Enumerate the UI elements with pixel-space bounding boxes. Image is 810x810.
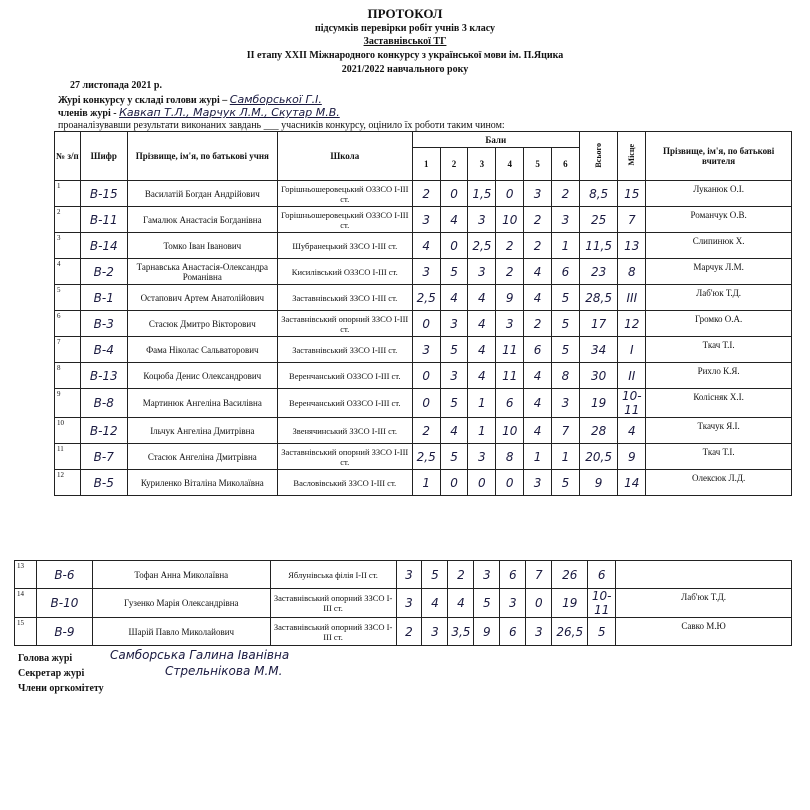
task-score-5: 2 xyxy=(524,233,552,259)
org-committee-label: Члени оргкомітету xyxy=(18,683,104,694)
header-num: № з/п xyxy=(55,132,81,181)
task-score-6: 2 xyxy=(551,181,579,207)
jury-line xyxy=(58,93,322,106)
task-score-1: 0 xyxy=(412,311,440,337)
table-row xyxy=(55,181,792,207)
header-points: Бали xyxy=(412,132,579,148)
cipher-cell: В-12 xyxy=(80,418,127,444)
header-task-2: 2 xyxy=(440,148,468,181)
task-score-5: 4 xyxy=(524,285,552,311)
task-score-2: 0 xyxy=(440,233,468,259)
header-place: Місце xyxy=(627,144,637,166)
task-score-6: 5 xyxy=(551,311,579,337)
task-score-6: 5 xyxy=(551,470,579,496)
total-score: 34 xyxy=(579,337,618,363)
header-school: Школа xyxy=(277,132,412,181)
table-row xyxy=(55,233,792,259)
place-cell: ІІ xyxy=(618,363,646,389)
task-score-6: 5 xyxy=(551,285,579,311)
place-cell: 6 xyxy=(588,561,616,589)
row-number: 6 xyxy=(55,311,81,337)
task-score-4: 11 xyxy=(496,337,524,363)
place-cell: 12 xyxy=(618,311,646,337)
task-score-2: 3 xyxy=(440,363,468,389)
task-score-6: 3 xyxy=(526,618,552,646)
members-names: Кавкап Т.Л., Марчук Л.М., Скутар М.В. xyxy=(119,106,340,119)
total-score: 30 xyxy=(579,363,618,389)
task-score-6: 1 xyxy=(551,444,579,470)
task-score-4: 10 xyxy=(496,418,524,444)
head-label: Голова журі xyxy=(18,653,73,664)
teacher-name: Рихло К.Я. xyxy=(646,363,792,389)
table-row xyxy=(55,311,792,337)
table-row xyxy=(15,589,792,618)
row-number: 14 xyxy=(15,589,37,618)
table-row xyxy=(55,389,792,418)
place-cell: 13 xyxy=(618,233,646,259)
task-score-6: 6 xyxy=(551,259,579,285)
task-score-6: 3 xyxy=(551,389,579,418)
total-score: 19 xyxy=(579,389,618,418)
total-score: 25 xyxy=(579,207,618,233)
school-name: Заставнівський опорний ЗЗСО І-ІІІ ст. xyxy=(277,311,412,337)
place-cell: 8 xyxy=(618,259,646,285)
teacher-name: Романчук О.В. xyxy=(646,207,792,233)
task-score-2: 5 xyxy=(440,389,468,418)
student-name: Тарнавська Анастасія-Олександра Романівна xyxy=(127,259,277,285)
task-score-1: 4 xyxy=(412,233,440,259)
student-name: Гузенко Марія Олександрівна xyxy=(92,589,270,618)
table-row xyxy=(55,285,792,311)
cipher-cell: В-3 xyxy=(80,311,127,337)
total-score: 8,5 xyxy=(579,181,618,207)
table-row xyxy=(55,470,792,496)
secretary-label: Секретар журі xyxy=(18,668,85,679)
header-place-cell xyxy=(618,132,646,181)
task-score-2: 0 xyxy=(440,470,468,496)
header-teacher: Прізвище, ім'я, по батькові вчителя xyxy=(646,132,792,181)
task-score-4: 5 xyxy=(474,589,500,618)
task-score-2: 5 xyxy=(440,259,468,285)
place-cell: І xyxy=(618,337,646,363)
school-name: Горішньошеровецький ОЗЗСО І-ІІІ ст. xyxy=(277,207,412,233)
student-name: Мартинюк Ангеліна Василівна xyxy=(127,389,277,418)
total-score: 28 xyxy=(579,418,618,444)
task-score-1: 3 xyxy=(396,589,422,618)
teacher-name: Савко М.Ю xyxy=(616,618,792,646)
task-score-3: 3,5 xyxy=(448,618,474,646)
place-cell: 10-11 xyxy=(588,589,616,618)
cipher-cell: В-4 xyxy=(80,337,127,363)
school-name: Веренчанський ОЗЗСО І-ІІІ ст. xyxy=(277,363,412,389)
task-score-2: 3 xyxy=(422,618,448,646)
task-score-6: 0 xyxy=(526,589,552,618)
task-score-4: 3 xyxy=(474,561,500,589)
student-name: Коцюба Денис Олександрович xyxy=(127,363,277,389)
table-row xyxy=(15,561,792,589)
cipher-cell: В-8 xyxy=(80,389,127,418)
row-number: 13 xyxy=(15,561,37,589)
task-score-5: 6 xyxy=(500,618,526,646)
student-name: Тофан Анна Миколаївна xyxy=(92,561,270,589)
school-name: Заставнівський ЗЗСО І-ІІІ ст. xyxy=(277,337,412,363)
teacher-name: Громко О.А. xyxy=(646,311,792,337)
header-total: Всього xyxy=(594,142,604,168)
results-table-continued xyxy=(14,560,792,646)
task-score-2: 5 xyxy=(440,444,468,470)
task-score-1: 2 xyxy=(412,418,440,444)
school-name: Веренчанський ОЗЗСО І-ІІІ ст. xyxy=(277,389,412,418)
school-name: Заставнівський ЗЗСО І-ІІІ ст. xyxy=(277,285,412,311)
task-score-1: 2 xyxy=(396,618,422,646)
task-score-5: 6 xyxy=(500,561,526,589)
task-score-3: 3 xyxy=(468,444,496,470)
task-score-5: 4 xyxy=(524,259,552,285)
task-score-4: 8 xyxy=(496,444,524,470)
row-number: 1 xyxy=(55,181,81,207)
row-number: 3 xyxy=(55,233,81,259)
total-score: 26 xyxy=(552,561,588,589)
cipher-cell: В-10 xyxy=(36,589,92,618)
members-label: членів журі - xyxy=(58,108,117,119)
student-name: Василатій Богдан Андрійович xyxy=(127,181,277,207)
table-row xyxy=(55,337,792,363)
place-cell: 7 xyxy=(618,207,646,233)
row-number: 5 xyxy=(55,285,81,311)
task-score-1: 3 xyxy=(412,207,440,233)
table-row xyxy=(55,444,792,470)
task-score-5: 4 xyxy=(524,418,552,444)
task-score-1: 2,5 xyxy=(412,285,440,311)
doc-subtitle-1: підсумків перевірки робіт учнів 3 класу xyxy=(315,23,495,34)
table-row xyxy=(55,363,792,389)
analysis-line: проаналізувавши результати виконаних завдань ___ учасників конкурсу, оцінило їх роботи таким чином: xyxy=(58,120,505,131)
task-score-2: 3 xyxy=(440,311,468,337)
header-cipher: Шифр xyxy=(80,132,127,181)
student-name: Стасюк Дмитро Вікторович xyxy=(127,311,277,337)
task-score-4: 0 xyxy=(496,181,524,207)
cipher-cell: В-13 xyxy=(80,363,127,389)
school-name: Горішньошеровецький ОЗЗСО І-ІІІ ст. xyxy=(277,181,412,207)
jury-head: Самборської Г.І. xyxy=(229,93,322,106)
task-score-6: 7 xyxy=(526,561,552,589)
place-cell: 15 xyxy=(618,181,646,207)
header-total-cell xyxy=(579,132,618,181)
teacher-name: Ткачук Я.І. xyxy=(646,418,792,444)
task-score-3: 1 xyxy=(468,389,496,418)
school-name: Яблунівська філія І-ІІ ст. xyxy=(270,561,396,589)
student-name: Шарій Павло Миколайович xyxy=(92,618,270,646)
head-signature: Самборська Галина Іванівна xyxy=(110,648,290,662)
task-score-2: 4 xyxy=(440,418,468,444)
teacher-name: Колісняк Х.І. xyxy=(646,389,792,418)
header-task-1: 1 xyxy=(412,148,440,181)
total-score: 17 xyxy=(579,311,618,337)
task-score-1: 3 xyxy=(412,259,440,285)
task-score-1: 3 xyxy=(412,337,440,363)
header-task-3: 3 xyxy=(468,148,496,181)
cipher-cell: В-2 xyxy=(80,259,127,285)
row-number: 2 xyxy=(55,207,81,233)
place-cell: ІІІ xyxy=(618,285,646,311)
total-score: 23 xyxy=(579,259,618,285)
school-name: Звенячинський ЗЗСО І-ІІІ ст. xyxy=(277,418,412,444)
total-score: 26,5 xyxy=(552,618,588,646)
results-table xyxy=(54,131,792,496)
task-score-3: 3 xyxy=(468,207,496,233)
place-cell: 9 xyxy=(618,444,646,470)
task-score-4: 2 xyxy=(496,259,524,285)
school-name: Шубранецький ЗЗСО І-ІІІ ст. xyxy=(277,233,412,259)
task-score-2: 5 xyxy=(440,337,468,363)
teacher-name: Луканюк О.І. xyxy=(646,181,792,207)
task-score-3: 4 xyxy=(468,337,496,363)
task-score-3: 4 xyxy=(468,311,496,337)
task-score-4: 11 xyxy=(496,363,524,389)
teacher-name: Лаб'юк Т.Д. xyxy=(646,285,792,311)
task-score-4: 2 xyxy=(496,233,524,259)
row-number: 15 xyxy=(15,618,37,646)
place-cell: 10-11 xyxy=(618,389,646,418)
row-number: 12 xyxy=(55,470,81,496)
secretary-signature: Стрельнікова М.М. xyxy=(165,664,283,678)
row-number: 8 xyxy=(55,363,81,389)
table-row xyxy=(55,259,792,285)
task-score-3: 0 xyxy=(468,470,496,496)
task-score-1: 2 xyxy=(412,181,440,207)
place-cell: 4 xyxy=(618,418,646,444)
school-name: Заставнівський опорний ЗЗСО І-ІІІ ст. xyxy=(270,589,396,618)
header-task-6: 6 xyxy=(551,148,579,181)
task-score-3: 1 xyxy=(468,418,496,444)
school-name: Кисилівський ОЗЗСО І-ІІІ ст. xyxy=(277,259,412,285)
student-name: Остапович Артем Анатолійович xyxy=(127,285,277,311)
task-score-5: 2 xyxy=(524,207,552,233)
task-score-5: 3 xyxy=(524,181,552,207)
teacher-name: Олексюк Л.Д. xyxy=(646,470,792,496)
task-score-4: 0 xyxy=(496,470,524,496)
header-task-5: 5 xyxy=(524,148,552,181)
jury-label: Журі конкурсу у складі голови журі – xyxy=(58,95,228,106)
teacher-name: Ткач Т.І. xyxy=(646,337,792,363)
row-number: 9 xyxy=(55,389,81,418)
task-score-5: 2 xyxy=(524,311,552,337)
task-score-5: 4 xyxy=(524,363,552,389)
task-score-2: 4 xyxy=(440,285,468,311)
doc-subtitle-4: 2021/2022 навчального року xyxy=(341,64,469,75)
row-number: 10 xyxy=(55,418,81,444)
teacher-name xyxy=(616,561,792,589)
total-score: 20,5 xyxy=(579,444,618,470)
task-score-3: 2,5 xyxy=(468,233,496,259)
task-score-5: 1 xyxy=(524,444,552,470)
members-line xyxy=(58,106,340,119)
header-task-4: 4 xyxy=(496,148,524,181)
student-name: Томко Іван Іванович xyxy=(127,233,277,259)
table-row xyxy=(55,207,792,233)
task-score-3: 4 xyxy=(468,285,496,311)
total-score: 28,5 xyxy=(579,285,618,311)
place-cell: 14 xyxy=(618,470,646,496)
row-number: 7 xyxy=(55,337,81,363)
task-score-6: 7 xyxy=(551,418,579,444)
school-name: Васловівський ЗЗСО І-ІІІ ст. xyxy=(277,470,412,496)
table-row xyxy=(55,418,792,444)
task-score-5: 3 xyxy=(500,589,526,618)
student-name: Стасюк Ангеліна Дмитрівна xyxy=(127,444,277,470)
cipher-cell: В-1 xyxy=(80,285,127,311)
task-score-2: 5 xyxy=(422,561,448,589)
task-score-6: 1 xyxy=(551,233,579,259)
doc-title: ПРОТОКОЛ xyxy=(367,6,443,21)
table-row xyxy=(15,618,792,646)
doc-subtitle-3: ІІ етапу ХХІІ Міжнародного конкурсу з української мови ім. П.Яцика xyxy=(246,50,564,61)
cipher-cell: В-15 xyxy=(80,181,127,207)
header-name: Прізвище, ім'я, по батькові учня xyxy=(127,132,277,181)
task-score-1: 2,5 xyxy=(412,444,440,470)
student-name: Куриленко Віталіна Миколаївна xyxy=(127,470,277,496)
doc-subtitle-2: Заставнівської ТГ xyxy=(363,36,447,47)
teacher-name: Слипинюк Х. xyxy=(646,233,792,259)
teacher-name: Ткач Т.І. xyxy=(646,444,792,470)
school-name: Заставнівський опорний ЗЗСО І-ІІІ ст. xyxy=(270,618,396,646)
task-score-3: 4 xyxy=(448,589,474,618)
task-score-3: 4 xyxy=(468,363,496,389)
task-score-1: 0 xyxy=(412,389,440,418)
doc-date: 27 листопада 2021 р. xyxy=(70,80,162,91)
student-name: Ільчук Ангеліна Дмитрівна xyxy=(127,418,277,444)
cipher-cell: В-11 xyxy=(80,207,127,233)
cipher-cell: В-5 xyxy=(80,470,127,496)
task-score-5: 4 xyxy=(524,389,552,418)
task-score-4: 3 xyxy=(496,311,524,337)
task-score-6: 3 xyxy=(551,207,579,233)
student-name: Гамалюк Анастасія Богданівна xyxy=(127,207,277,233)
cipher-cell: В-14 xyxy=(80,233,127,259)
school-name: Заставнівський опорний ЗЗСО І-ІІІ ст. xyxy=(277,444,412,470)
task-score-1: 0 xyxy=(412,363,440,389)
task-score-4: 9 xyxy=(474,618,500,646)
task-score-3: 3 xyxy=(468,259,496,285)
task-score-4: 10 xyxy=(496,207,524,233)
task-score-5: 3 xyxy=(524,470,552,496)
task-score-6: 5 xyxy=(551,337,579,363)
task-score-2: 0 xyxy=(440,181,468,207)
teacher-name: Марчук Л.М. xyxy=(646,259,792,285)
cipher-cell: В-7 xyxy=(80,444,127,470)
total-score: 11,5 xyxy=(579,233,618,259)
row-number: 4 xyxy=(55,259,81,285)
teacher-name: Лаб'юк Т.Д. xyxy=(616,589,792,618)
total-score: 9 xyxy=(579,470,618,496)
task-score-1: 3 xyxy=(396,561,422,589)
total-score: 19 xyxy=(552,589,588,618)
place-cell: 5 xyxy=(588,618,616,646)
task-score-5: 6 xyxy=(524,337,552,363)
cipher-cell: В-9 xyxy=(36,618,92,646)
task-score-1: 1 xyxy=(412,470,440,496)
task-score-2: 4 xyxy=(440,207,468,233)
task-score-4: 6 xyxy=(496,389,524,418)
task-score-4: 9 xyxy=(496,285,524,311)
task-score-3: 1,5 xyxy=(468,181,496,207)
row-number: 11 xyxy=(55,444,81,470)
task-score-2: 4 xyxy=(422,589,448,618)
cipher-cell: В-6 xyxy=(36,561,92,589)
task-score-3: 2 xyxy=(448,561,474,589)
task-score-6: 8 xyxy=(551,363,579,389)
student-name: Фама Ніколас Сальваторович xyxy=(127,337,277,363)
